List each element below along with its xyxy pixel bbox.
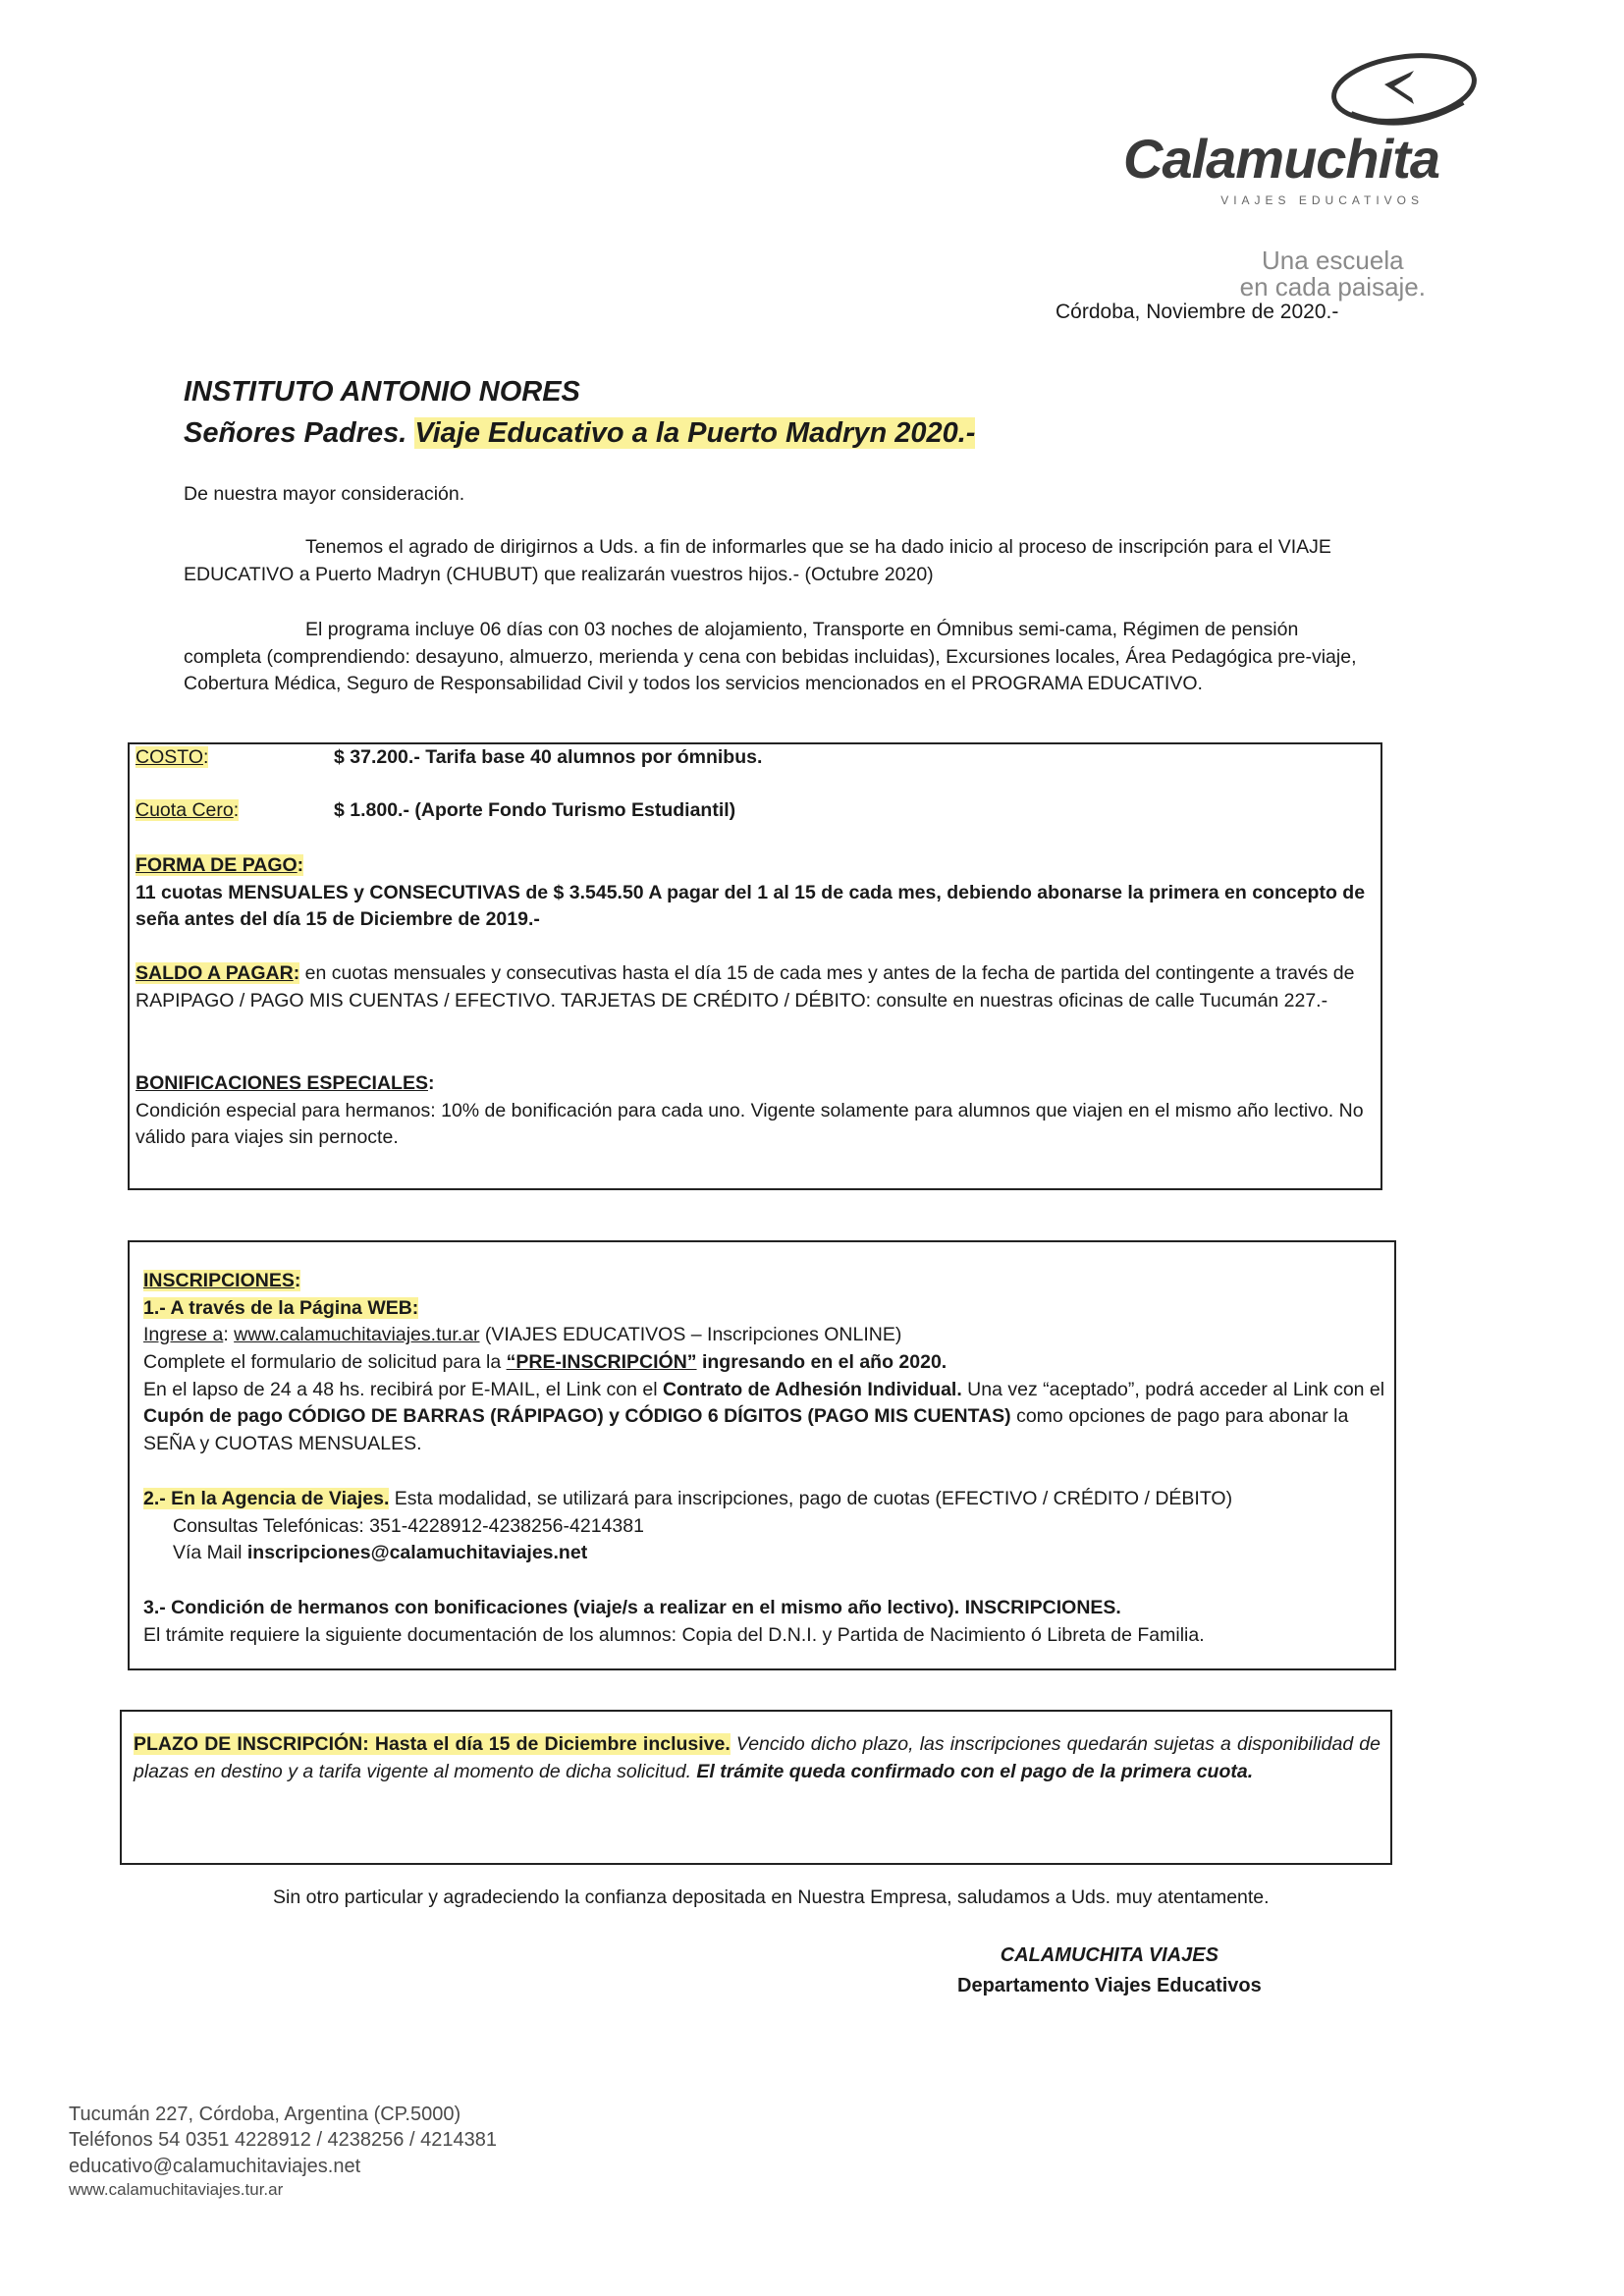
- footer-contact: [69, 2102, 497, 2202]
- bonif-label: BONIFICACIONES ESPECIALES: [135, 1072, 428, 1094]
- slogan-line-2: en cada paisaje.: [1239, 272, 1426, 302]
- agencia-text: Esta modalidad, se utilizará para inscripciones, pago de cuotas (EFECTIVO / CRÉDITO / DÉBITO): [389, 1487, 1233, 1509]
- costs-box: [128, 742, 1382, 1190]
- cuota-colon: :: [233, 799, 240, 821]
- intro-p2-text: El programa incluye 06 días con 03 noches de alojamiento, Transporte en Ómnibus semi-cama, Régimen de pensión completa (comprendiendo: desayuno, almuerzo, merienda y cena con bebidas incluidas), Excursiones locales, Área Pedagógica pre-viaje, Cobertura Médica, Seguro de Responsabilidad Civil y todos los servicios mencionados en el PROGRAMA EDUCATIVO.: [184, 619, 1357, 695]
- costo-colon: :: [202, 746, 209, 768]
- hermanos-text: El trámite requiere la siguiente documentación de los alumnos: Copia del D.N.I. y Partida de Nacimiento ó Libreta de Familia.: [143, 1623, 1205, 1646]
- forma-label-wrap: [135, 854, 303, 876]
- closing-text: Sin otro particular y agradeciendo la confianza depositada en Nuestra Empresa, saludamos a Uds. muy atentamente.: [273, 1886, 1270, 1908]
- trip-title: Viaje Educativo a la Puerto Madryn 2020.-: [414, 417, 976, 450]
- bonif-colon: :: [427, 1072, 435, 1094]
- lapso-e: como opciones de pago para abonar la SEÑA y CUOTAS MENSUALES.: [143, 1405, 1349, 1455]
- lapso-c: Una vez “aceptado”, podrá acceder al Link con el: [961, 1378, 1385, 1400]
- footer-email[interactable]: educativo@calamuchitaviajes.net: [69, 2155, 361, 2177]
- lapso-b: Contrato de Adhesión Individual.: [662, 1378, 962, 1400]
- inscripciones-colon: :: [294, 1270, 301, 1291]
- plazo-label: PLAZO DE INSCRIPCIÓN: Hasta el día 15 de Diciembre inclusive.: [134, 1733, 731, 1755]
- agencia-title: 2.- En la Agencia de Viajes.: [143, 1487, 390, 1509]
- plazo-bold: El trámite queda confirmado con el pago de la primera cuota.: [696, 1760, 1254, 1782]
- costo-row: [135, 744, 208, 772]
- plazo-text: Vencido dicho plazo, las inscripciones quedarán sujetas a disponibilidad de plazas en destino y a tarifa vigente al momento de dicha solicitud.: [134, 1733, 1380, 1782]
- via-mail-line: [143, 1540, 1386, 1567]
- school-name: INSTITUTO ANTONIO NORES: [184, 376, 580, 408]
- logo-name: Calamuchita: [1123, 128, 1439, 190]
- forma-text: 11 cuotas MENSUALES y CONSECUTIVAS de $ 3.545.50 A pagar del 1 al 15 de cada mes, debiendo abonarse la primera en concepto de seña antes del día 15 de Diciembre de 2019.-: [135, 881, 1366, 931]
- plazo-box: [120, 1710, 1392, 1865]
- cuota-value: $ 1.800.- (Aporte Fondo Turismo Estudiantil): [334, 799, 736, 821]
- lapso-a: En el lapso de 24 a 48 hs. recibirá por E-MAIL, el Link con el: [143, 1378, 663, 1400]
- logo-subtitle: VIAJES EDUCATIVOS: [1220, 193, 1424, 207]
- via-mail-a: Vía Mail: [173, 1542, 247, 1564]
- salutation: De nuestra mayor consideración.: [184, 483, 465, 505]
- cuota-label: Cuota Cero: [135, 799, 234, 821]
- lapso-paragraph: [143, 1377, 1386, 1458]
- costo-label-wrap: [135, 746, 208, 768]
- intro-p1-text: Tenemos el agrado de dirigirnos a Uds. a fin de informarles que se ha dado inicio al proceso de inscripción para el VIAJE EDUCATIVO a Puerto Madryn (CHUBUT) que realizarán vuestros hijos.- (Octubre 2020): [184, 536, 1331, 585]
- saldo-colon: :: [293, 962, 300, 984]
- consultas-line: Consultas Telefónicas: 351-4228912-4238256-4214381: [173, 1514, 644, 1537]
- forma-pago-section: [135, 852, 1373, 934]
- lapso-d: Cupón de pago CÓDIGO DE BARRAS (RÁPIPAGO) y CÓDIGO 6 DÍGITOS (PAGO MIS CUENTAS): [143, 1405, 1011, 1428]
- saldo-label: SALDO A PAGAR: [135, 962, 294, 984]
- plazo-content: [134, 1731, 1380, 1785]
- inscripciones-email[interactable]: inscripciones@calamuchitaviajes.net: [246, 1542, 588, 1564]
- inscripciones-content: [143, 1268, 1386, 1649]
- ingrese-colon: :: [223, 1324, 235, 1346]
- complete-a: Complete el formulario de solicitud para la: [143, 1351, 507, 1374]
- agencia-line: [143, 1486, 1386, 1513]
- company-name: CALAMUCHITA VIAJES: [1000, 1944, 1218, 1966]
- intro-paragraph-1: [184, 534, 1372, 588]
- bonificaciones-section: [135, 1070, 1373, 1152]
- letter-heading: [184, 371, 975, 454]
- saldo-text: en cuotas mensuales y consecutivas hasta el día 15 de cada mes y antes de la fecha de partida del contingente a través de RAPIPAGO / PAGO MIS CUENTAS / EFECTIVO. TARJETAS DE CRÉDITO / DÉBITO: consulte en nuestras oficinas de calle Tucumán 227.-: [135, 962, 1355, 1011]
- ingrese-label: Ingrese a: [143, 1324, 224, 1346]
- logo-slogan: [1240, 247, 1426, 301]
- costo-label: COSTO: [135, 746, 203, 768]
- cuota-row: [135, 797, 239, 825]
- footer-phones: Teléfonos 54 0351 4228912 / 4238256 / 4214381: [69, 2129, 497, 2152]
- letter-date: Córdoba, Noviembre de 2020.-: [1056, 301, 1339, 323]
- cuota-label-wrap: [135, 799, 239, 821]
- inscripciones-box: [128, 1240, 1396, 1670]
- complete-line: [143, 1349, 1386, 1377]
- inscripciones-title: INSCRIPCIONES: [143, 1270, 295, 1291]
- forma-label: FORMA DE PAGO: [135, 854, 298, 876]
- footer-address: Tucumán 227, Córdoba, Argentina (CP.5000): [69, 2104, 461, 2125]
- greeting-line: [184, 412, 975, 454]
- saldo-label-wrap: [135, 962, 299, 984]
- intro-paragraph-2: [184, 617, 1372, 698]
- pre-inscripcion: “PRE-INSCRIPCIÓN”: [506, 1351, 697, 1374]
- hermanos-title: 3.- Condición de hermanos con bonificaciones (viaje/s a realizar en el mismo año lectivo). INSCRIPCIONES.: [143, 1596, 1121, 1618]
- forma-colon: :: [297, 854, 304, 876]
- department-name: Departamento Viajes Educativos: [957, 1975, 1262, 1996]
- costo-value: $ 37.200.- Tarifa base 40 alumnos por ómnibus.: [334, 746, 763, 768]
- footer-web[interactable]: www.calamuchitaviajes.tur.ar: [69, 2180, 284, 2200]
- greeting: Señores Padres.: [184, 417, 407, 450]
- web-title: 1.- A través de la Página WEB:: [143, 1296, 419, 1319]
- saldo-section: [135, 960, 1373, 1014]
- slogan-line-1: Una escuela: [1262, 246, 1404, 275]
- company-logo: [1123, 45, 1542, 302]
- complete-c: ingresando en el año 2020.: [696, 1351, 947, 1374]
- website-link[interactable]: www.calamuchitaviajes.tur.ar: [234, 1324, 480, 1346]
- inscripciones-title-wrap: [143, 1270, 300, 1291]
- url-note: (VIAJES EDUCATIVOS – Inscripciones ONLINE): [479, 1324, 902, 1346]
- bonif-text: Condición especial para hermanos: 10% de bonificación para cada uno. Vigente solamente para alumnos que viajen en el mismo año lectivo. No válido para viajes sin pernocte.: [135, 1099, 1364, 1149]
- signature-block: [957, 1941, 1262, 2001]
- ingrese-line: [143, 1322, 1386, 1349]
